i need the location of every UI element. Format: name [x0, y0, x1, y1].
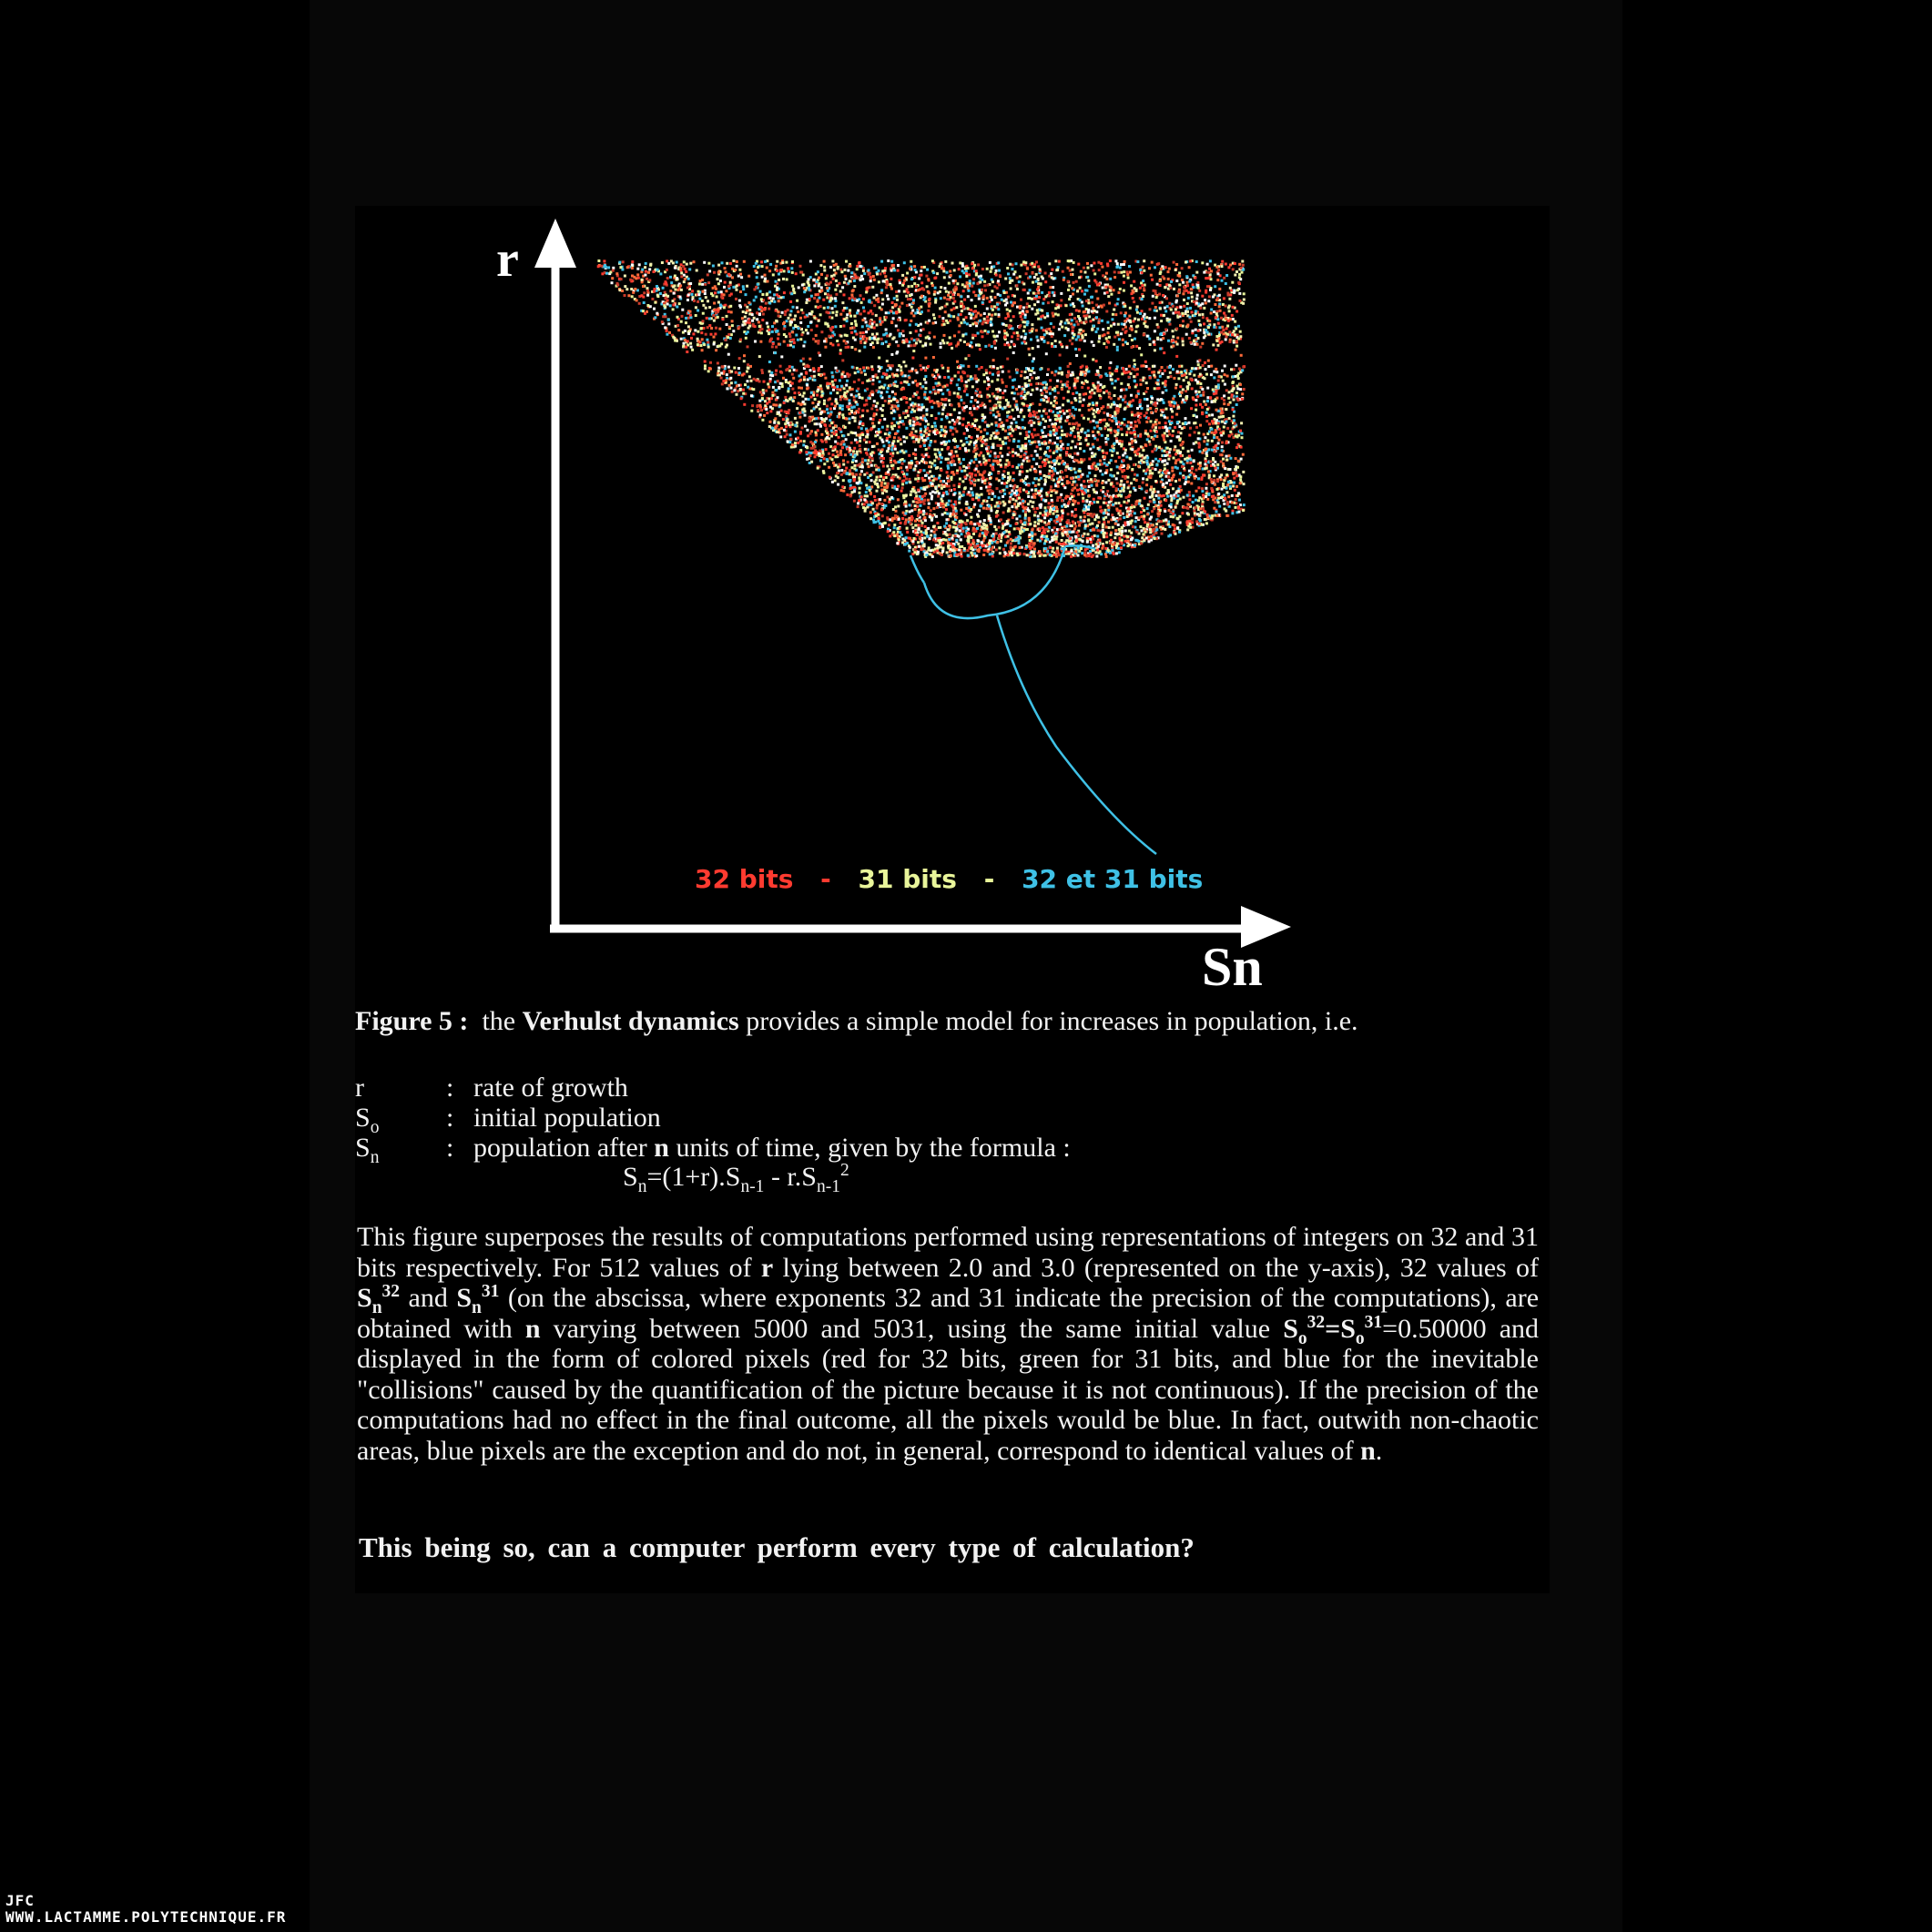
closing-question: This being so, can a computer perform every type of calculation? — [359, 1531, 1195, 1563]
figure-label: Figure 5 : — [355, 1006, 469, 1036]
body-paragraph: This figure superposes the results of computations performed using representations of integers on 32 and 31 bits respectively. For 512 values of r lying between 2.0 and 3.0 (represented on the y-axis), 32 values of $S_n^{32}$ and $S_n^{31}$ (on the abscissa, where exponents 32 and 31 indicate the precision of the computations), are obtained with n varying between 5000 and 5031, using the same initial value $S_o^{32}=S_o^{31}=0.50000$ and displayed in the form of colored pixels (red for 32 bits, green for 31 bits, and blue for the inevitable "collisions" caused by the quantification of the picture because it is not continuous). If the precision of the computations had no effect in the final outcome, all the pixels would be blue. In fact, outwith non-chaotic areas, blue pixels are the exception and do not, in general, correspond to identical values of n. — [357, 1222, 1540, 1466]
caption-rest: provides a simple model for increases in population, i.e. — [746, 1006, 1358, 1036]
def-text: rate of growth — [473, 1073, 628, 1103]
caption-bold: Verhulst dynamics — [522, 1006, 739, 1036]
caption-pre: the — [482, 1006, 516, 1036]
legend — [695, 864, 1203, 894]
legend-sep-1: - — [820, 864, 831, 894]
legend-sep-2: - — [983, 864, 995, 894]
def-colon: : — [446, 1133, 454, 1163]
legend-red: 32 bits — [695, 864, 794, 894]
footer-url: WWW.LACTAMME.POLYTECHNIQUE.FR — [5, 1908, 287, 1926]
def-text: initial population — [473, 1103, 661, 1133]
def-symbol: r — [355, 1073, 364, 1103]
def-colon: : — [446, 1073, 454, 1103]
verhulst-formula: $S_n=(1+r).S_{n-1} - r.S_{n-1}^2$ — [623, 1161, 849, 1196]
figure-caption — [355, 1006, 1539, 1037]
footer-initials: JFC — [5, 1892, 35, 1909]
def-symbol: $S_n$ — [355, 1133, 380, 1167]
y-axis-arrow — [534, 219, 576, 268]
legend-blue: 32 et 31 bits — [1022, 864, 1204, 894]
x-axis-label: Sn — [1202, 937, 1263, 997]
legend-green: 31 bits — [858, 864, 957, 894]
y-axis-label: r — [496, 231, 519, 288]
def-symbol: $S_o$ — [355, 1103, 380, 1137]
def-colon: : — [446, 1103, 454, 1133]
def-text: population after n units of time, given by the formula : — [473, 1133, 1071, 1163]
